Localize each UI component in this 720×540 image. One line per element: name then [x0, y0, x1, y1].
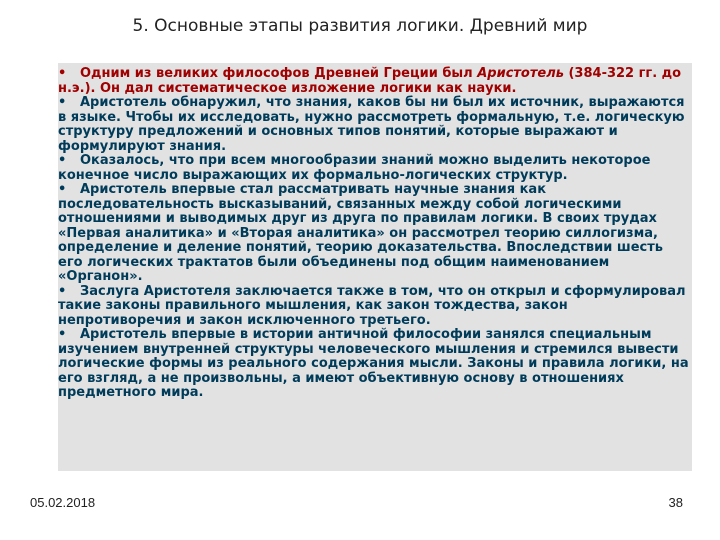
paragraph-1-tail: (384-322 гг. до н.э.). Он дал систематическое изложение логики как науки.	[58, 66, 682, 96]
paragraph-3-text: Оказалось, что при всем многообразии знаний можно выделить некоторое конечное число выражающих их формально-логических структур.	[58, 153, 651, 183]
footer-date: 05.02.2018	[30, 495, 96, 510]
bullet: •	[58, 327, 67, 342]
content-box	[58, 63, 692, 471]
paragraph-3	[58, 154, 689, 183]
paragraph-5	[58, 285, 689, 329]
paragraph-2	[58, 96, 689, 154]
slide-title: 5. Основные этапы развития логики. Древний мир	[132, 16, 588, 36]
bullet: •	[58, 153, 67, 168]
paragraph-2-text: Аристотель обнаружил, что знания, каков бы ни был их источник, выражаются в языке. Чтобы их исследовать, нужно рассмотреть формальную, т.е. логическую структуру предложений и основных типов понятий, которые выражают и формулируют знания.	[58, 95, 685, 154]
paragraph-5-text: Заслуга Аристотеля заключается также в том, что он открыл и сформулировал такие законы правильного мышления, как закон тождества, закон непротиворечия и закон исключенного третьего.	[58, 283, 686, 328]
bullet: •	[58, 95, 67, 110]
slide-number: 38	[668, 495, 683, 510]
bullet: •	[58, 283, 67, 299]
paragraph-1	[58, 67, 689, 96]
aristotle-name: Аристотель	[477, 66, 564, 81]
bullet: •	[58, 66, 67, 81]
paragraph-6	[58, 328, 689, 401]
paragraph-1-lead: Одним из великих философов Древней Греции был	[80, 66, 478, 81]
content-text	[58, 63, 692, 401]
paragraph-4	[58, 183, 689, 285]
paragraph-6-text: Аристотель впервые в истории античной философии занялся специальным изучением внутренней структуры человеческого мышления и стремился вывести логические формы из реального содержания мысли. Законы и правила логики, на его взгляд, а не произвольны, а имеют объективную основу в отношениях предметного мира.	[58, 327, 689, 400]
paragraph-4-text: Аристотель впервые стал рассматривать научные знания как последовательность высказываний, связанных между собой логическими отношениями и выводимых друг из друга по правилам логики. В своих трудах «Первая аналитика» и «Вторая аналитика» он рассмотрел теорию силлогизма, определение и деление понятий, теорию доказательства. Впоследствии шесть его логических трактатов были объединены под общим наименованием «Органон».	[58, 182, 663, 284]
bullet: •	[58, 182, 67, 197]
